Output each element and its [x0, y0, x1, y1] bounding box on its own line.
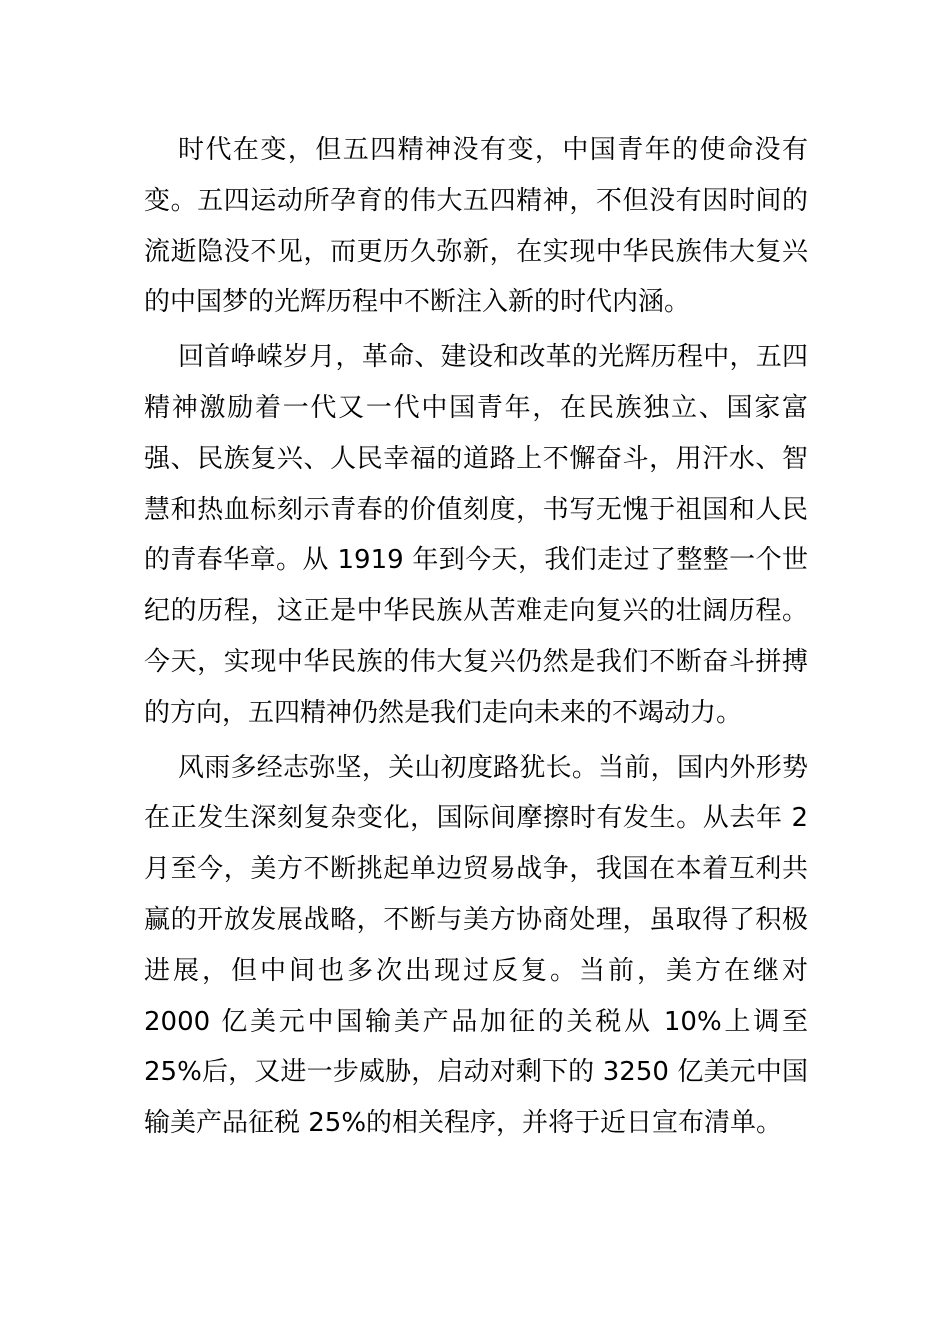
paragraph-2: 回首峥嵘岁月，革命、建设和改革的光辉历程中，五四精神激励着一代又一代中国青年，在民族独立、国家富强、民族复兴、人民幸福的道路上不懈奋斗，用汗水、智慧和热血标刻示青春的价值刻度，书写无愧于祖国和人民的青春华章。从 1919 年到今天，我们走过了整整一个世纪的历程，这正是中华民族从苦难走向复兴的壮阔历程。今天，实现中华民族的伟大复兴仍然是我们不断奋斗拼搏的方向，五四精神仍然是我们走向未来的不竭动力。 [144, 342, 808, 728]
paragraph-1: 时代在变，但五四精神没有变，中国青年的使命没有变。五四运动所孕育的伟大五四精神，不但没有因时间的流逝隐没不见，而更历久弥新，在实现中华民族伟大复兴的中国梦的光辉历程中不断注入新的时代内涵。 [144, 135, 808, 318]
document-body [144, 125, 808, 1153]
paragraph-3: 风雨多经志弥坚，关山初度路犹长。当前，国内外形势在正发生深刻复杂变化，国际间摩擦时有发生。从去年 2 月至今，美方不断挑起单边贸易战争，我国在本着互利共赢的开放发展战略，不断与美方协商处理，虽取得了积极进展，但中间也多次出现过反复。当前，美方在继对 2000 亿美元中国输美产品加征的关税从 10%上调至 25%后，又进一步威胁，启动对剩下的 3250 亿美元中国输美产品征税 25%的相关程序，并将于近日宣布清单。 [144, 752, 808, 1139]
